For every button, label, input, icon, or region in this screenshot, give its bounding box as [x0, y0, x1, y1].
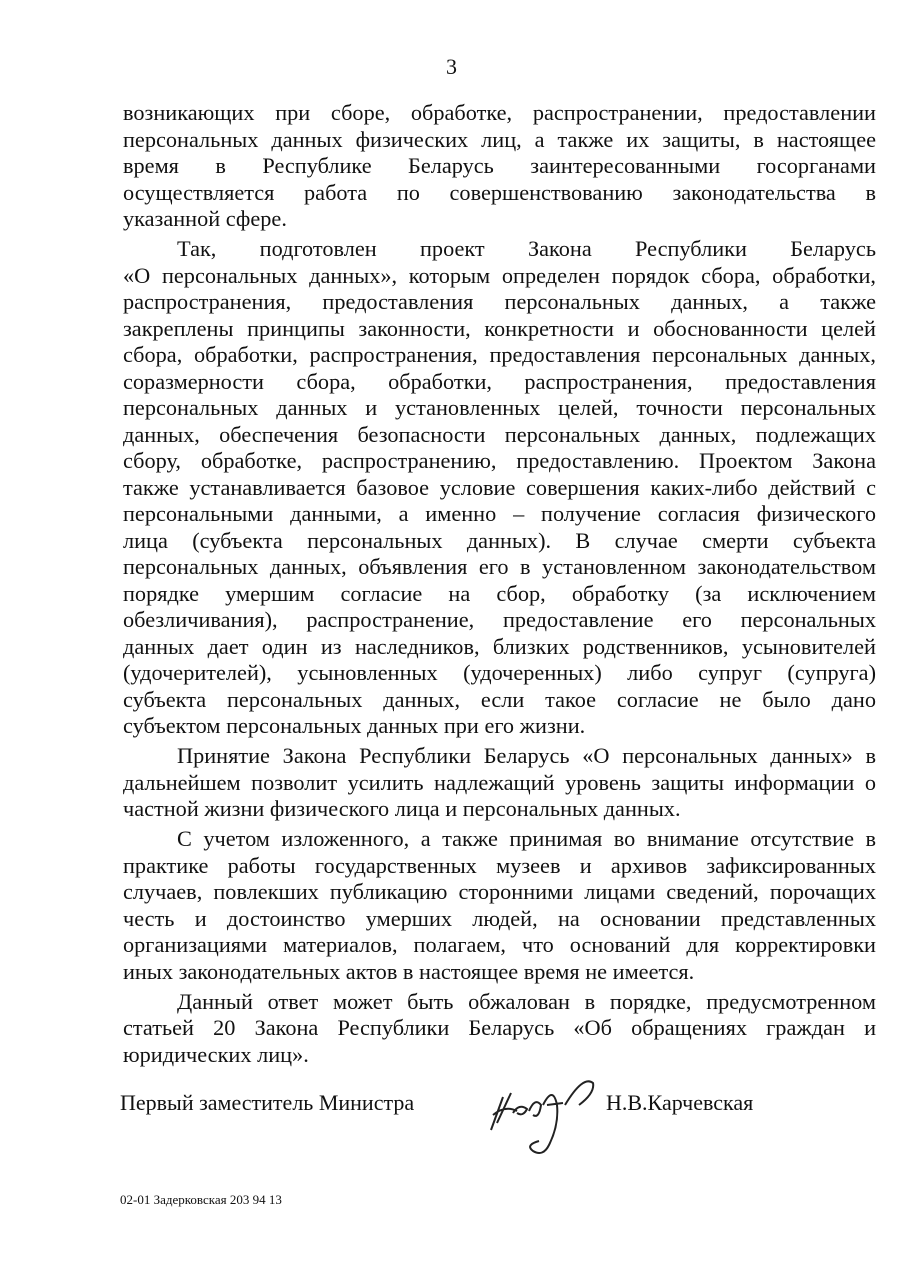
text-line: юридических лиц». [123, 1041, 309, 1067]
text-line: закреплены принципы законности, конкретности и обоснованности целей [123, 315, 876, 341]
text-line: возникающих при сборе, обработке, распространении, предоставлении [123, 100, 876, 125]
paragraph [123, 989, 876, 1069]
text-line: организациями материалов, полагаем, что оснований для корректировки [123, 932, 876, 957]
text-line: персональных данных, объявления его в установленном законодательством [123, 554, 876, 579]
text-line: статьей 20 Закона Республики Беларусь «Об обращениях граждан и [123, 1015, 876, 1040]
text-line: время в Республике Беларусь заинтересованными госорганами [123, 153, 876, 178]
text-line: сбору, обработке, распространению, предоставлению. Проектом Закона [123, 448, 876, 473]
paragraph [123, 743, 876, 823]
text-line: персональными данными, а именно – получение согласия физического [123, 501, 876, 526]
page-number: 3 [446, 54, 457, 79]
text-line: лица (субъекта персональных данных). В случае смерти субъекта [123, 527, 876, 553]
text-line: субъектом персональных данных при его жизни. [123, 713, 586, 738]
paragraph [123, 826, 876, 985]
text-line: указанной сфере. [123, 206, 287, 231]
text-line: данных дает один из наследников, близких родственников, усыновителей [123, 633, 876, 659]
text-line: обезличивания), распространение, предоставление его персональных [123, 607, 876, 632]
text-line: «О персональных данных», которым определен порядок сбора, обработки, [123, 262, 876, 288]
text-line: случаев, повлекших публикацию сторонними лицами сведений, порочащих [123, 879, 876, 904]
text-line: порядке умершим согласие на сбор, обработку (за исключением [123, 580, 876, 606]
text-line: распространения, предоставления персональных данных, а также [123, 289, 876, 314]
text-line: также устанавливается базовое условие совершения каких-либо действий с [123, 474, 876, 500]
text-line: иных законодательных актов в настоящее время не имеется. [123, 958, 695, 984]
paragraph [123, 100, 876, 233]
paragraph [123, 236, 876, 740]
text-line: частной жизни физического лица и персональных данных. [123, 796, 681, 821]
text-line: персональных данных физических лиц, а также их защиты, в настоящее [123, 126, 876, 152]
text-line: сбора, обработки, распространения, предоставления персональных данных, [123, 342, 876, 367]
text-line: С учетом изложенного, а также принимая во внимание отсутствие в [177, 826, 876, 851]
text-line: осуществляется работа по совершенствованию законодательства в [123, 179, 876, 205]
text-line: субъекта персональных данных, если такое согласие не было дано [123, 686, 876, 712]
footer-executor: 02-01 Задерковская 203 94 13 [120, 1192, 282, 1207]
signatory-position: Первый заместитель Министра [120, 1090, 415, 1115]
text-line: соразмерности сбора, обработки, распространения, предоставления [123, 368, 876, 394]
text-line: (удочерителей), усыновленных (удочеренных) либо супруг (супруга) [123, 660, 876, 685]
text-line: Данный ответ может быть обжалован в порядке, предусмотренном [177, 988, 876, 1014]
handwritten-signature [483, 1075, 603, 1165]
text-line: дальнейшем позволит усилить надлежащий уровень защиты информации о [123, 769, 876, 795]
text-line: Принятие Закона Республики Беларусь «О персональных данных» в [177, 743, 876, 768]
text-line: честь и достоинство умерших людей, на основании представленных [123, 905, 876, 931]
text-line: персональных данных и установленных целей, точности персональных [123, 395, 876, 420]
signatory-name: Н.В.Карчевская [606, 1090, 754, 1115]
text-line: Так, подготовлен проект Закона Республики Беларусь [177, 236, 876, 261]
text-line: практике работы государственных музеев и архивов зафиксированных [123, 852, 876, 878]
letter-body [123, 100, 876, 1072]
text-line: данных, обеспечения безопасности персональных данных, подлежащих [123, 421, 876, 447]
